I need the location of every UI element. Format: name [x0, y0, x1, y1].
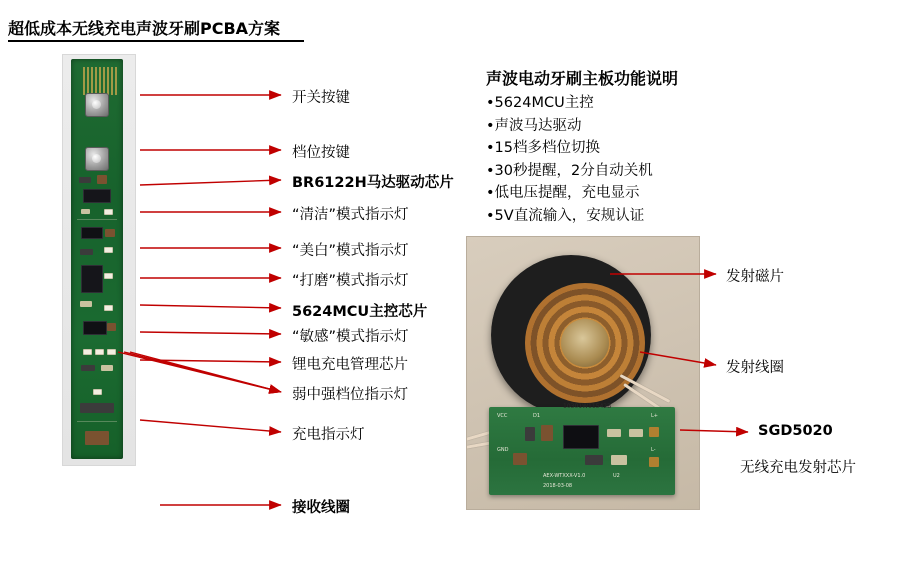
smd-capacitor — [541, 425, 553, 441]
annotation-transmitter-coil: 发射线圈 — [726, 360, 784, 376]
page-title: 超低成本无线充电声波牙刷PCBA方案 — [8, 19, 281, 38]
pcb-date-label: 2018-03-08 — [543, 483, 573, 489]
annotation-sensitive-mode-led: “敏感”模式指示灯 — [292, 329, 409, 345]
pcb-pad-label-vcc: VCC — [497, 413, 508, 419]
smd-part — [607, 429, 621, 437]
feature-item: •15档多档位切换 — [486, 140, 601, 156]
ic-small — [81, 227, 103, 239]
smd-part — [80, 301, 92, 307]
polish-mode-led — [104, 273, 113, 279]
transmitter-magnet-disc — [491, 255, 651, 415]
smd-part — [81, 209, 90, 214]
annotation-power-button: 开关按键 — [292, 90, 350, 106]
charge-management-chip — [83, 321, 107, 335]
transmitter-coil-center — [561, 319, 609, 367]
pcb-board — [71, 59, 123, 459]
pcb-pad-label-lminus: L- — [651, 447, 656, 453]
motor-driver-chip — [83, 189, 111, 203]
sensitive-mode-led — [104, 305, 113, 311]
smd-capacitor — [513, 453, 527, 465]
smd-connector — [80, 403, 114, 413]
smd-part — [629, 429, 643, 437]
smd-resistor — [525, 427, 535, 441]
annotation-charge-management-chip: 锂电充电管理芯片 — [292, 357, 408, 373]
annotation-transmitter-magnet: 发射磁片 — [726, 269, 784, 285]
board-serial-code: 10301W11542B — [563, 403, 612, 410]
smd-part — [611, 455, 627, 465]
feature-item: •低电压提醒，充电显示 — [486, 185, 640, 201]
annotation-whiten-mode-led: “美白”模式指示灯 — [292, 243, 409, 259]
smd-part — [585, 455, 603, 465]
pcb-model-label: AEX-WTXXX-V1.0 — [543, 473, 586, 479]
feature-item: •声波马达驱动 — [486, 117, 582, 134]
smd-resistor — [80, 249, 93, 255]
level-led-low — [83, 349, 92, 355]
charging-led — [93, 389, 102, 395]
annotation-sgd5020: SGD5020 — [758, 423, 833, 439]
feature-item: •30秒提醒，2分自动关机 — [486, 162, 653, 179]
transmitter-pcb-board — [489, 407, 675, 495]
pcb-trace — [77, 219, 117, 220]
pcb-pad-label-gnd: GND — [497, 447, 509, 453]
smd-capacitor — [107, 323, 116, 331]
coil-solder-pad — [85, 431, 109, 445]
annotation-motor-driver-chip: BR6122H马达驱动芯片 — [292, 175, 454, 191]
toothbrush-pcb-photo — [62, 54, 136, 466]
power-button-component — [85, 93, 109, 117]
smd-resistor — [79, 177, 91, 183]
pcb-top-contact-pad — [83, 67, 119, 95]
level-led-high — [107, 349, 116, 355]
smd-part — [101, 365, 113, 371]
annotation-mcu-chip: 5624MCU主控芯片 — [292, 304, 428, 320]
annotation-polish-mode-led: “打磨”模式指示灯 — [292, 273, 409, 289]
feature-item: •5V直流输入，安规认证 — [486, 207, 645, 224]
annotation-clean-mode-led: “清洁”模式指示灯 — [292, 207, 409, 223]
pcb-trace — [77, 421, 117, 422]
pcb-pad-label-u2: U2 — [613, 473, 620, 479]
title-underline — [8, 40, 304, 42]
feature-list — [486, 92, 786, 227]
smd-capacitor — [105, 229, 115, 237]
annotation-level-indicator-leds: 弱中强档位指示灯 — [292, 387, 408, 403]
mode-button-component — [85, 147, 109, 171]
pcb-pad-label-lplus: L+ — [651, 413, 658, 419]
annotation-receiver-coil: 接收线圈 — [292, 500, 350, 516]
feature-panel-title: 声波电动牙刷主板功能说明 — [486, 69, 679, 88]
coil-pad — [649, 457, 659, 467]
sgd5020-chip — [563, 425, 599, 449]
whiten-mode-led — [104, 247, 113, 253]
level-led-mid — [95, 349, 104, 355]
annotation-charging-led: 充电指示灯 — [292, 427, 365, 443]
mcu-chip — [81, 265, 103, 293]
clean-mode-led — [104, 209, 113, 215]
feature-item: •5624MCU主控 — [486, 95, 594, 111]
annotation-wireless-transmitter-chip: 无线充电发射芯片 — [740, 460, 856, 476]
annotation-mode-button: 档位按键 — [292, 145, 350, 161]
wireless-transmitter-photo — [466, 236, 700, 510]
smd-capacitor — [97, 175, 107, 184]
coil-pad — [649, 427, 659, 437]
pcb-pad-label-d1: D1 — [533, 413, 541, 419]
smd-resistor — [81, 365, 95, 371]
